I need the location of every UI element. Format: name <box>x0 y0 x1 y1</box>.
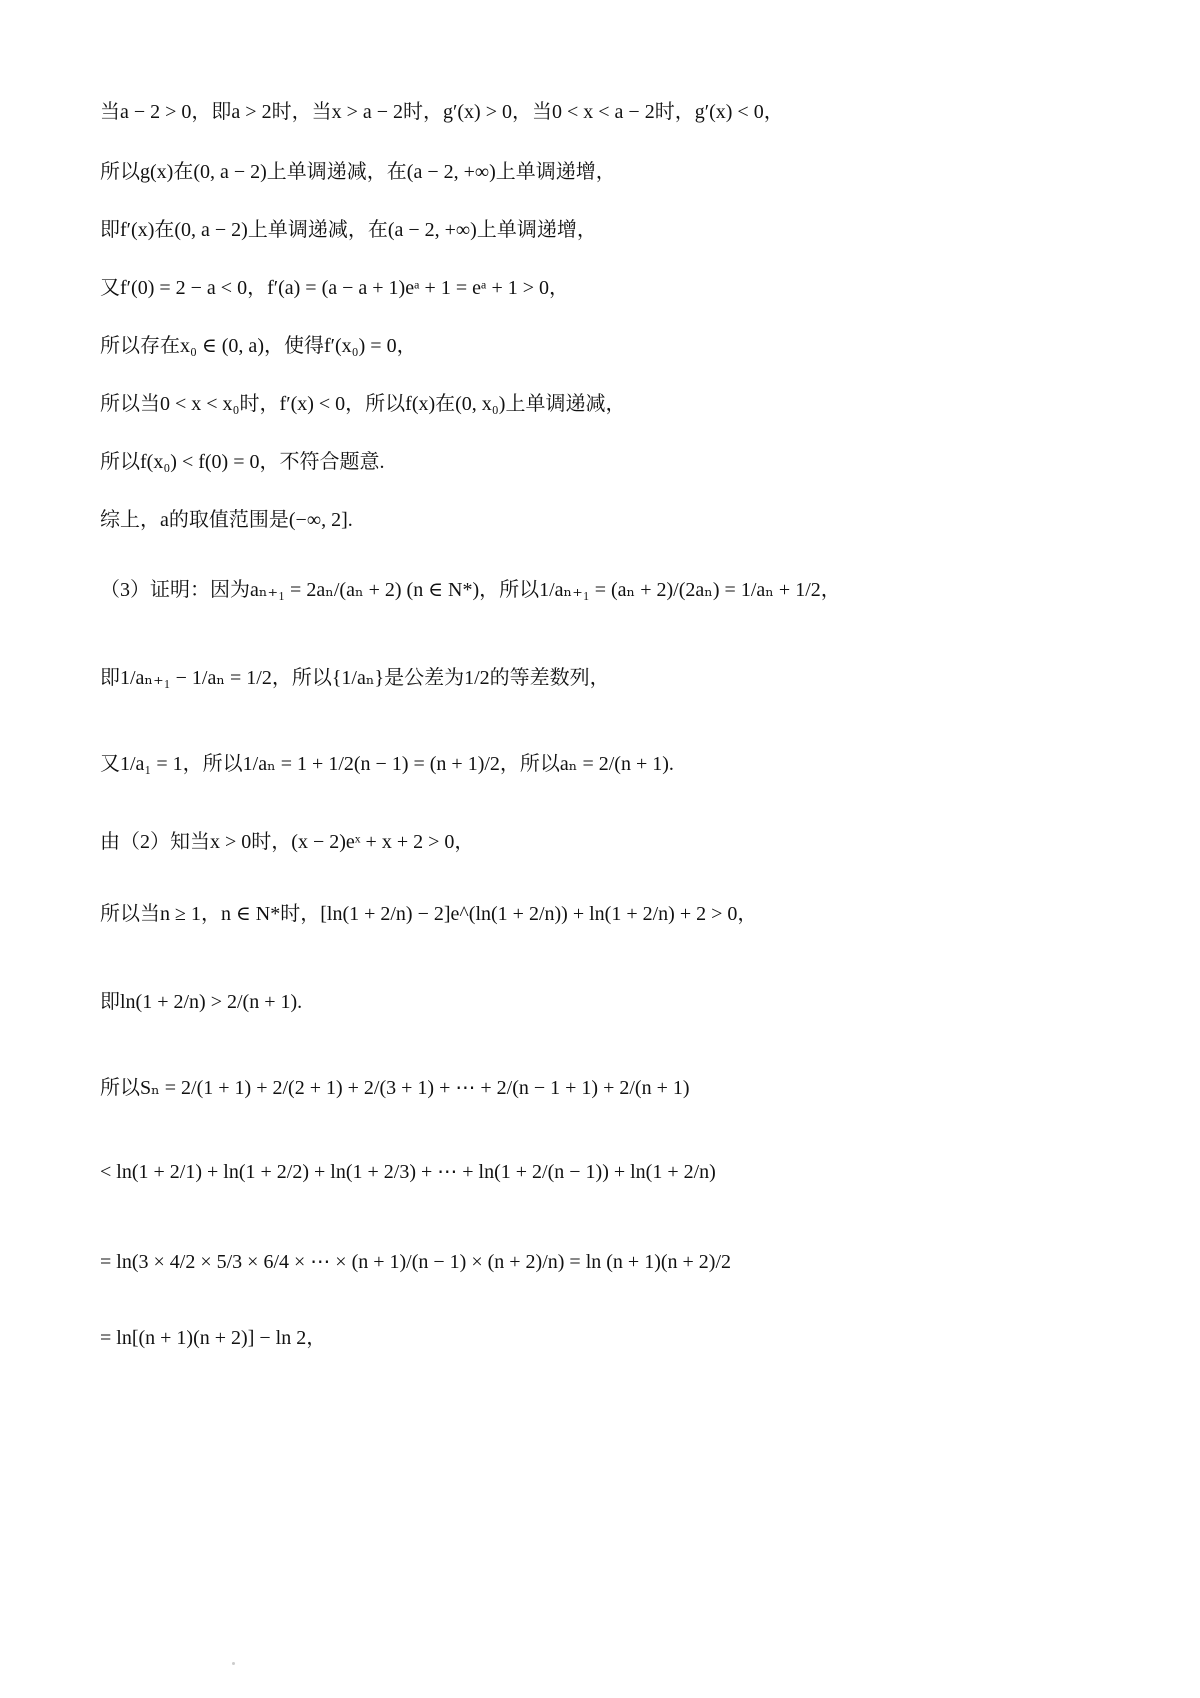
text-line-6: 所以当0 < x < x₀时，f′(x) < 0，所以f(x)在(0, x₀)上单调递减， <box>100 393 626 415</box>
text-line-2: 所以g(x)在(0, a − 2)上单调递减，在(a − 2, +∞)上单调递增， <box>100 161 616 183</box>
text-line-8: 综上，a的取值范围是(−∞, 2]. <box>100 509 353 531</box>
text-line-3: 即f′(x)在(0, a − 2)上单调递减，在(a − 2, +∞)上单调递增， <box>100 219 597 241</box>
text-line-13: 所以当n ≥ 1，n ∈ N*时，[ln(1 + 2/n) − 2]e^(ln(1 + 2/n)) + ln(1 + 2/n) + 2 > 0， <box>100 903 758 925</box>
text-line-1: 当a − 2 > 0，即a > 2时，当x > a − 2时，g′(x) > 0，当0 < x < a − 2时，g′(x) < 0， <box>100 101 784 123</box>
text-line-9: （3）证明：因为aₙ₊₁ = 2aₙ/(aₙ + 2) (n ∈ N*)，所以1/aₙ₊₁ = (aₙ + 2)/(2aₙ) = 1/aₙ + 1/2， <box>100 579 841 601</box>
text-line-16: < ln(1 + 2/1) + ln(1 + 2/2) + ln(1 + 2/3) + ⋯ + ln(1 + 2/(n − 1)) + ln(1 + 2/n) <box>100 1161 716 1183</box>
text-line-17: = ln(3 × 4/2 × 5/3 × 6/4 × ⋯ × (n + 1)/(n − 1) × (n + 2)/n) = ln (n + 1)(n + 2)/2 <box>100 1251 732 1273</box>
text-line-10: 即1/aₙ₊₁ − 1/aₙ = 1/2，所以{1/aₙ}是公差为1/2的等差数列， <box>100 667 610 689</box>
scan-speck <box>232 1662 235 1665</box>
text-line-7: 所以f(x₀) < f(0) = 0，不符合题意. <box>100 451 385 473</box>
text-line-14: 即ln(1 + 2/n) > 2/(n + 1). <box>100 991 303 1013</box>
text-line-4: 又f′(0) = 2 − a < 0，f′(a) = (a − a + 1)eᵃ + 1 = eᵃ + 1 > 0， <box>100 277 570 299</box>
text-line-15: 所以Sₙ = 2/(1 + 1) + 2/(2 + 1) + 2/(3 + 1) + ⋯ + 2/(n − 1 + 1) + 2/(n + 1) <box>100 1077 690 1099</box>
text-line-11: 又1/a₁ = 1，所以1/aₙ = 1 + 1/2(n − 1) = (n + 1)/2，所以aₙ = 2/(n + 1). <box>100 753 674 775</box>
text-line-5: 所以存在x₀ ∈ (0, a)，使得f′(x₀) = 0， <box>100 335 417 357</box>
text-line-12: 由（2）知当x > 0时，(x − 2)eˣ + x + 2 > 0， <box>100 831 475 853</box>
text-line-18: = ln[(n + 1)(n + 2)] − ln 2， <box>100 1327 327 1349</box>
